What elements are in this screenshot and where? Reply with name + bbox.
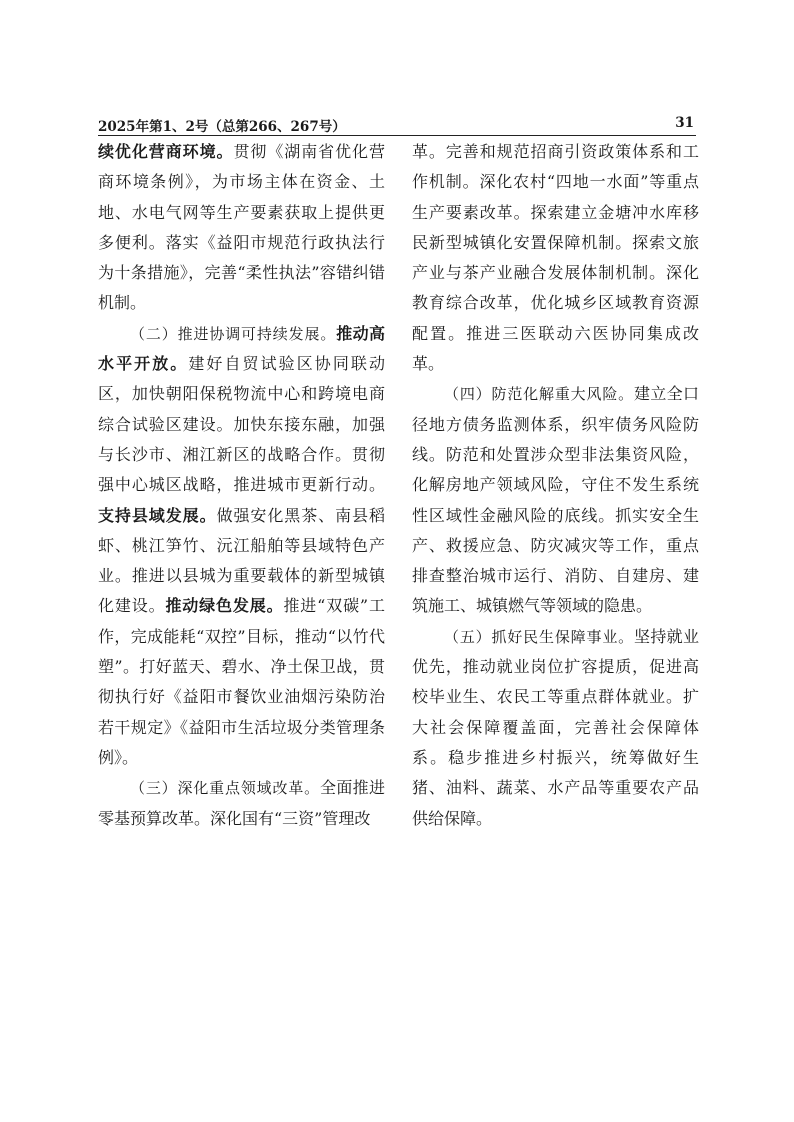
section-heading: （五）抓好民生保障事业。 [444,627,634,646]
bold-phrase: 推动高水平开放。 [98,323,385,374]
body-text: 建好自贸试验区协同联动区，加快朝阳保税物流中心和跨境电商综合试验区建设。加快东接东融，加强与长沙市、湘江新区的战略合作。贯彻强中心城区战略，推进城市更新行动。 [98,354,385,495]
paragraph [98,137,385,319]
paragraph [98,319,385,773]
page-number: 31 [675,115,694,131]
body-text: 贯彻《湖南省优化营商环境条例》，为市场主体在资金、土地、水电气网等生产要素获取上提供更多便利。落实《益阳市规范行政执法行为十条措施》，完善“柔性执法”容错纠错机制。 [98,142,385,313]
body-text: 建立全口径地方债务监测体系，织牢债务风险防线。防范和处置涉众型非法集资风险，化解房地产领域风险，守住不发生系统性区域性金融风险的底线。抓实安全生产、救援应急、防灾减灾等工作，重点排查整治城市运行、消防、自建房、建筑施工、城镇燃气等领域的隐患。 [412,384,699,616]
body-text: 坚持就业优先，推动就业岗位扩容提质，促进高校毕业生、农民工等重点群体就业。扩大社会保障覆盖面，完善社会保障体系。稳步推进乡村振兴，统筹做好生猪、油料、蔬菜、水产品等重要农产品供给保障。 [412,626,699,828]
page-header [98,113,696,136]
body-text: 做强安化黑茶、南县稻虾、桃江笋竹、沅江船舶等县域特色产业。推进以县城为重要载体的新型城镇化建设。 [98,505,385,616]
section-heading: （二）推进协调可持续发展。 [130,324,337,343]
right-column [412,137,699,834]
body-text: 全面推进零基预算改革。深化国有“三资”管理改 [98,778,385,828]
body-text: 推进“双碳”工作，完成能耗“双控”目标，推动“以竹代塑”。打好蓝天、碧水、净土保卫战，贯彻执行好《益阳市餐饮业油烟污染防治若干规定》《益阳市生活垃圾分类管理条例》。 [98,596,385,767]
bold-phrase: 续优化营商环境。 [98,142,234,161]
issue-info: 2025年第1、2号（总第266、267号） [98,119,346,135]
bold-phrase: 支持县域发展。 [98,505,217,525]
bold-phrase: 推动绿色发展。 [165,596,284,616]
paragraph [412,379,699,621]
section-heading: （四）防范化解重大风险。 [444,385,634,404]
left-column [98,137,385,834]
paragraph [412,622,699,834]
paragraph [98,773,385,834]
body-text: 革。完善和规范招商引资政策体系和工作机制。深化农村“四地一水面”等重点生产要素改革。探索建立金塘冲水库移民新型城镇化安置保障机制。探索文旅产业与茶产业融合发展体制机制。深化教育综合改革，优化城乡区域教育资源配置。推进三医联动六医协同集成改革。 [412,142,699,374]
section-heading: （三）深化重点领域改革。 [130,779,320,798]
paragraph [412,137,699,379]
